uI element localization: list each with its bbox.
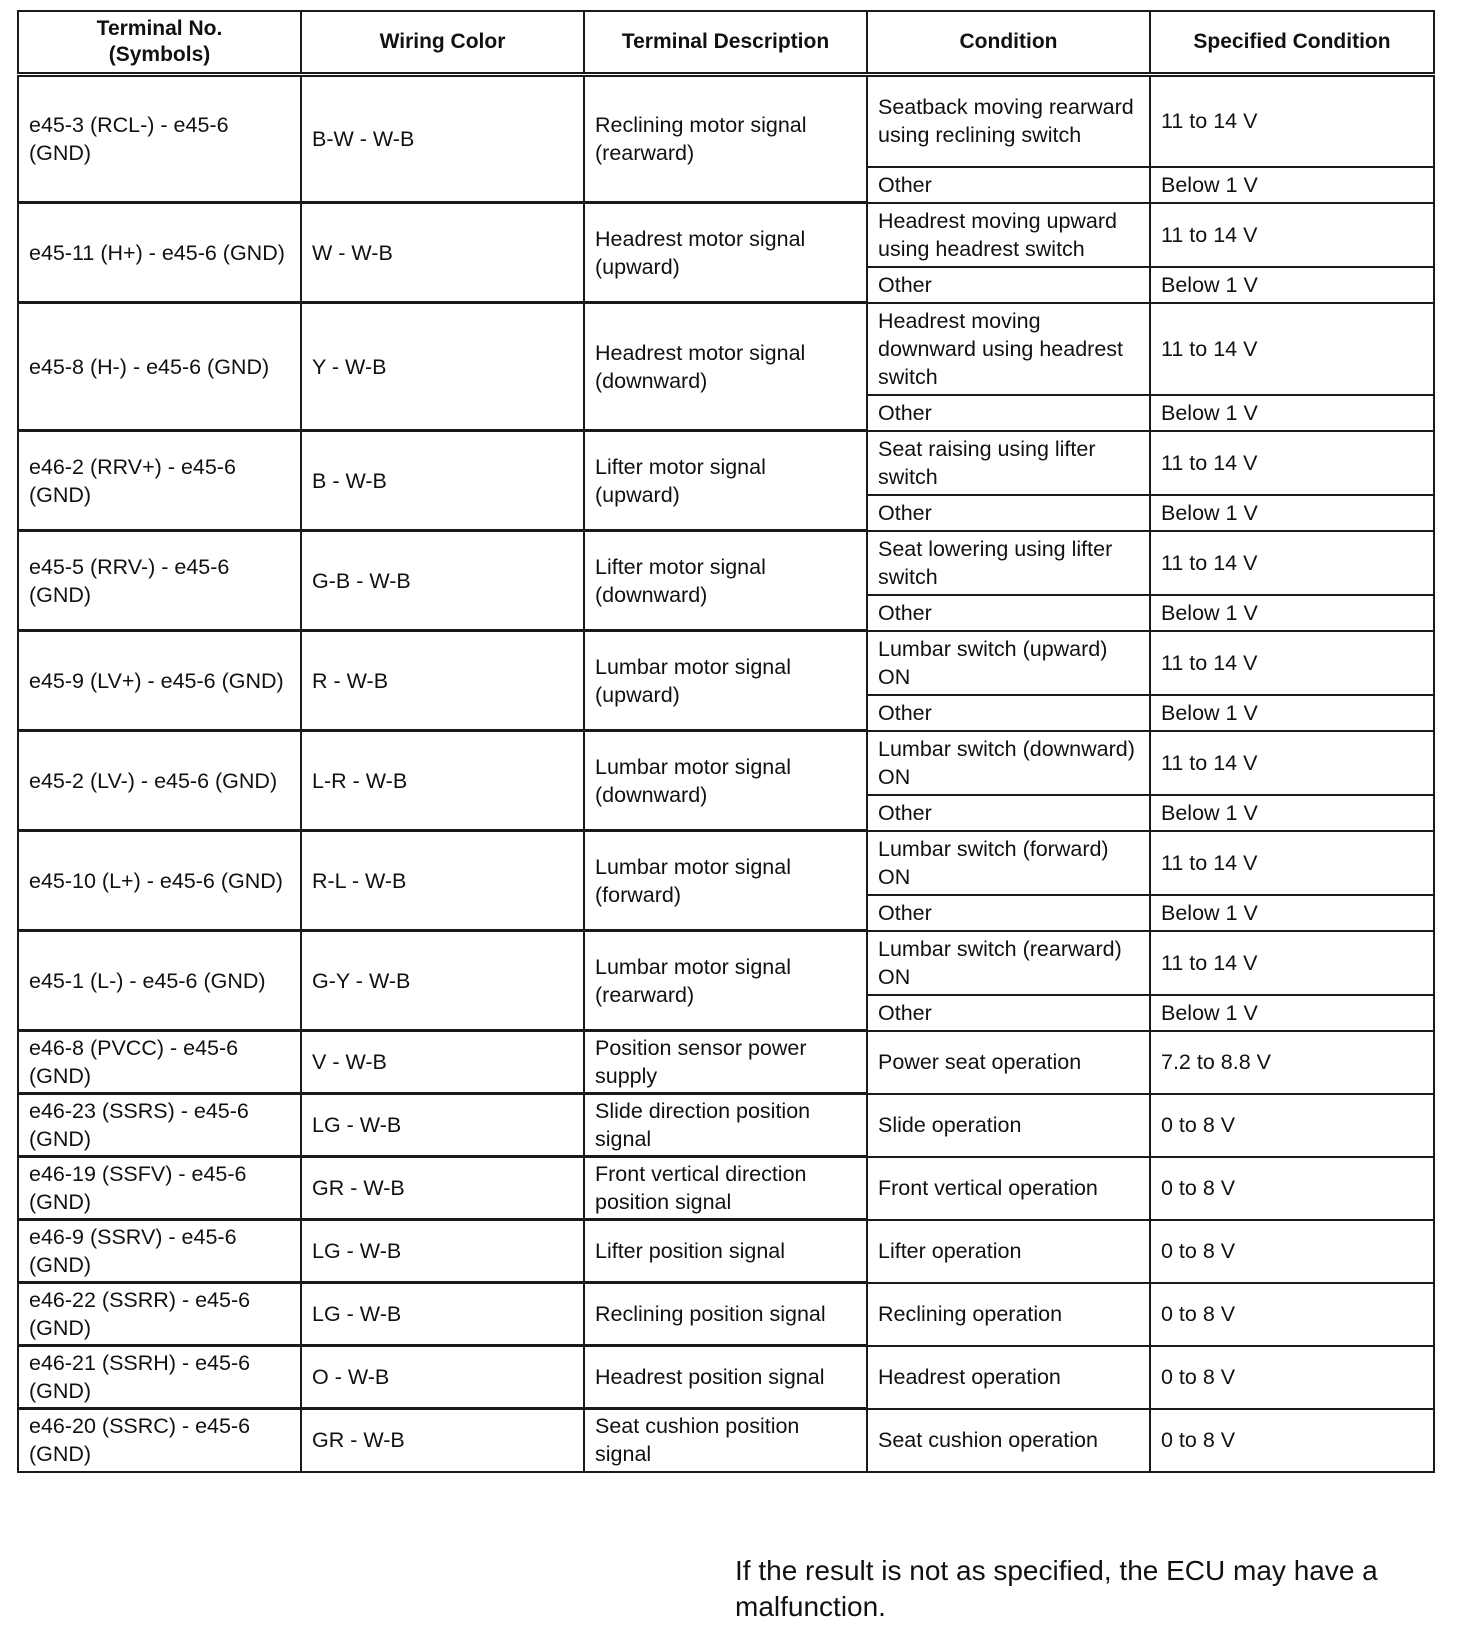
condition-cell: Headrest operation bbox=[867, 1346, 1150, 1409]
table-row bbox=[18, 303, 1434, 395]
header-wiring-color: Wiring Color bbox=[301, 11, 584, 75]
specified-condition-cell: 11 to 14 V bbox=[1150, 731, 1434, 795]
terminal-description-cell: Reclining position signal bbox=[584, 1283, 867, 1346]
condition-cell: Front vertical operation bbox=[867, 1157, 1150, 1220]
wiring-color-cell: L-R - W-B bbox=[301, 731, 584, 831]
terminal-cell: e45-8 (H-) - e45-6 (GND) bbox=[18, 303, 301, 431]
wiring-color-cell: LG - W-B bbox=[301, 1094, 584, 1157]
terminal-cell: e45-10 (L+) - e45-6 (GND) bbox=[18, 831, 301, 931]
terminal-cell: e45-1 (L-) - e45-6 (GND) bbox=[18, 931, 301, 1031]
specified-condition-cell: 0 to 8 V bbox=[1150, 1346, 1434, 1409]
table-row bbox=[18, 1031, 1434, 1094]
condition-cell: Other bbox=[867, 167, 1150, 203]
specified-condition-cell: Below 1 V bbox=[1150, 595, 1434, 631]
wiring-color-cell: GR - W-B bbox=[301, 1157, 584, 1220]
table-row bbox=[18, 1409, 1434, 1472]
terminal-cell: e46-19 (SSFV) - e45-6 (GND) bbox=[18, 1157, 301, 1220]
specified-condition-cell: Below 1 V bbox=[1150, 995, 1434, 1031]
wiring-color-cell: G-Y - W-B bbox=[301, 931, 584, 1031]
condition-cell: Seatback moving rearward using reclining switch bbox=[867, 75, 1150, 167]
terminal-description-cell: Lifter motor signal (upward) bbox=[584, 431, 867, 531]
terminal-description-cell: Seat cushion position signal bbox=[584, 1409, 867, 1472]
wiring-color-cell: B-W - W-B bbox=[301, 75, 584, 203]
wiring-color-cell: W - W-B bbox=[301, 203, 584, 303]
wiring-color-cell: GR - W-B bbox=[301, 1409, 584, 1472]
specified-condition-cell: Below 1 V bbox=[1150, 267, 1434, 303]
condition-cell: Other bbox=[867, 795, 1150, 831]
table-body bbox=[18, 75, 1434, 1472]
condition-cell: Other bbox=[867, 595, 1150, 631]
condition-cell: Lumbar switch (upward) ON bbox=[867, 631, 1150, 695]
specified-condition-cell: 11 to 14 V bbox=[1150, 431, 1434, 495]
terminal-cell: e46-8 (PVCC) - e45-6 (GND) bbox=[18, 1031, 301, 1094]
specified-condition-cell: 0 to 8 V bbox=[1150, 1157, 1434, 1220]
specified-condition-cell: 11 to 14 V bbox=[1150, 831, 1434, 895]
terminal-description-cell: Lumbar motor signal (forward) bbox=[584, 831, 867, 931]
condition-cell: Seat raising using lifter switch bbox=[867, 431, 1150, 495]
table-row bbox=[18, 1157, 1434, 1220]
condition-cell: Headrest moving downward using headrest switch bbox=[867, 303, 1150, 395]
condition-cell: Seat cushion operation bbox=[867, 1409, 1150, 1472]
specified-condition-cell: Below 1 V bbox=[1150, 395, 1434, 431]
table-row bbox=[18, 1283, 1434, 1346]
specified-condition-cell: 11 to 14 V bbox=[1150, 303, 1434, 395]
specified-condition-cell: Below 1 V bbox=[1150, 695, 1434, 731]
wiring-color-cell: G-B - W-B bbox=[301, 531, 584, 631]
specified-condition-cell: 0 to 8 V bbox=[1150, 1220, 1434, 1283]
table-row bbox=[18, 75, 1434, 167]
specified-condition-cell: 0 to 8 V bbox=[1150, 1283, 1434, 1346]
specified-condition-cell: 11 to 14 V bbox=[1150, 75, 1434, 167]
terminal-cell: e46-9 (SSRV) - e45-6 (GND) bbox=[18, 1220, 301, 1283]
condition-cell: Other bbox=[867, 395, 1150, 431]
condition-cell: Slide operation bbox=[867, 1094, 1150, 1157]
terminal-description-cell: Lifter position signal bbox=[584, 1220, 867, 1283]
condition-cell: Headrest moving upward using headrest switch bbox=[867, 203, 1150, 267]
table-header-row bbox=[18, 11, 1434, 75]
terminal-cell: e45-11 (H+) - e45-6 (GND) bbox=[18, 203, 301, 303]
condition-cell: Lumbar switch (downward) ON bbox=[867, 731, 1150, 795]
specified-condition-cell: 11 to 14 V bbox=[1150, 631, 1434, 695]
condition-cell: Other bbox=[867, 267, 1150, 303]
terminal-description-cell: Lumbar motor signal (rearward) bbox=[584, 931, 867, 1031]
terminal-description-cell: Headrest motor signal (upward) bbox=[584, 203, 867, 303]
table-row bbox=[18, 531, 1434, 595]
table-row bbox=[18, 1094, 1434, 1157]
wiring-color-cell: B - W-B bbox=[301, 431, 584, 531]
wiring-color-cell: LG - W-B bbox=[301, 1283, 584, 1346]
condition-cell: Lumbar switch (rearward) ON bbox=[867, 931, 1150, 995]
terminal-cell: e46-22 (SSRR) - e45-6 (GND) bbox=[18, 1283, 301, 1346]
specified-condition-cell: 0 to 8 V bbox=[1150, 1409, 1434, 1472]
terminal-description-cell: Lumbar motor signal (upward) bbox=[584, 631, 867, 731]
table-row bbox=[18, 1346, 1434, 1409]
specified-condition-cell: Below 1 V bbox=[1150, 167, 1434, 203]
malfunction-note: If the result is not as specified, the ECU may have a malfunction. bbox=[735, 1555, 1378, 1622]
terminal-description-cell: Front vertical direction position signal bbox=[584, 1157, 867, 1220]
terminal-description-cell: Position sensor power supply bbox=[584, 1031, 867, 1094]
table-row bbox=[18, 631, 1434, 695]
condition-cell: Other bbox=[867, 495, 1150, 531]
condition-cell: Other bbox=[867, 695, 1150, 731]
terminal-description-cell: Lumbar motor signal (downward) bbox=[584, 731, 867, 831]
header-condition: Condition bbox=[867, 11, 1150, 75]
wiring-color-cell: LG - W-B bbox=[301, 1220, 584, 1283]
wiring-color-cell: R - W-B bbox=[301, 631, 584, 731]
condition-cell: Lifter operation bbox=[867, 1220, 1150, 1283]
table-row bbox=[18, 1220, 1434, 1283]
condition-cell: Reclining operation bbox=[867, 1283, 1150, 1346]
terminal-description-cell: Reclining motor signal (rearward) bbox=[584, 75, 867, 203]
terminal-cell: e45-2 (LV-) - e45-6 (GND) bbox=[18, 731, 301, 831]
terminal-cell: e46-23 (SSRS) - e45-6 (GND) bbox=[18, 1094, 301, 1157]
condition-cell: Other bbox=[867, 995, 1150, 1031]
wiring-color-cell: O - W-B bbox=[301, 1346, 584, 1409]
condition-cell: Other bbox=[867, 895, 1150, 931]
terminal-cell: e45-3 (RCL-) - e45-6 (GND) bbox=[18, 75, 301, 203]
terminal-cell: e45-5 (RRV-) - e45-6 (GND) bbox=[18, 531, 301, 631]
specified-condition-cell: 0 to 8 V bbox=[1150, 1094, 1434, 1157]
terminal-description-cell: Headrest motor signal (downward) bbox=[584, 303, 867, 431]
specified-condition-cell: 7.2 to 8.8 V bbox=[1150, 1031, 1434, 1094]
wiring-color-cell: V - W-B bbox=[301, 1031, 584, 1094]
wiring-color-cell: R-L - W-B bbox=[301, 831, 584, 931]
terminal-cell: e46-20 (SSRC) - e45-6 (GND) bbox=[18, 1409, 301, 1472]
specified-condition-cell: Below 1 V bbox=[1150, 895, 1434, 931]
specified-condition-cell: 11 to 14 V bbox=[1150, 931, 1434, 995]
specified-condition-cell: 11 to 14 V bbox=[1150, 531, 1434, 595]
table-row bbox=[18, 831, 1434, 895]
terminal-cell: e46-21 (SSRH) - e45-6 (GND) bbox=[18, 1346, 301, 1409]
condition-cell: Lumbar switch (forward) ON bbox=[867, 831, 1150, 895]
terminal-spec-table bbox=[17, 10, 1435, 1473]
specified-condition-cell: Below 1 V bbox=[1150, 495, 1434, 531]
header-terminal: Terminal No. (Symbols) bbox=[18, 11, 301, 75]
table-row bbox=[18, 431, 1434, 495]
specified-condition-cell: Below 1 V bbox=[1150, 795, 1434, 831]
header-specified-condition: Specified Condition bbox=[1150, 11, 1434, 75]
table-row bbox=[18, 203, 1434, 267]
wiring-color-cell: Y - W-B bbox=[301, 303, 584, 431]
table-row bbox=[18, 731, 1434, 795]
table-row bbox=[18, 931, 1434, 995]
header-terminal-description: Terminal Description bbox=[584, 11, 867, 75]
condition-cell: Seat lowering using lifter switch bbox=[867, 531, 1150, 595]
terminal-description-cell: Slide direction position signal bbox=[584, 1094, 867, 1157]
condition-cell: Power seat operation bbox=[867, 1031, 1150, 1094]
specified-condition-cell: 11 to 14 V bbox=[1150, 203, 1434, 267]
terminal-cell: e45-9 (LV+) - e45-6 (GND) bbox=[18, 631, 301, 731]
terminal-description-cell: Lifter motor signal (downward) bbox=[584, 531, 867, 631]
terminal-description-cell: Headrest position signal bbox=[584, 1346, 867, 1409]
terminal-cell: e46-2 (RRV+) - e45-6 (GND) bbox=[18, 431, 301, 531]
